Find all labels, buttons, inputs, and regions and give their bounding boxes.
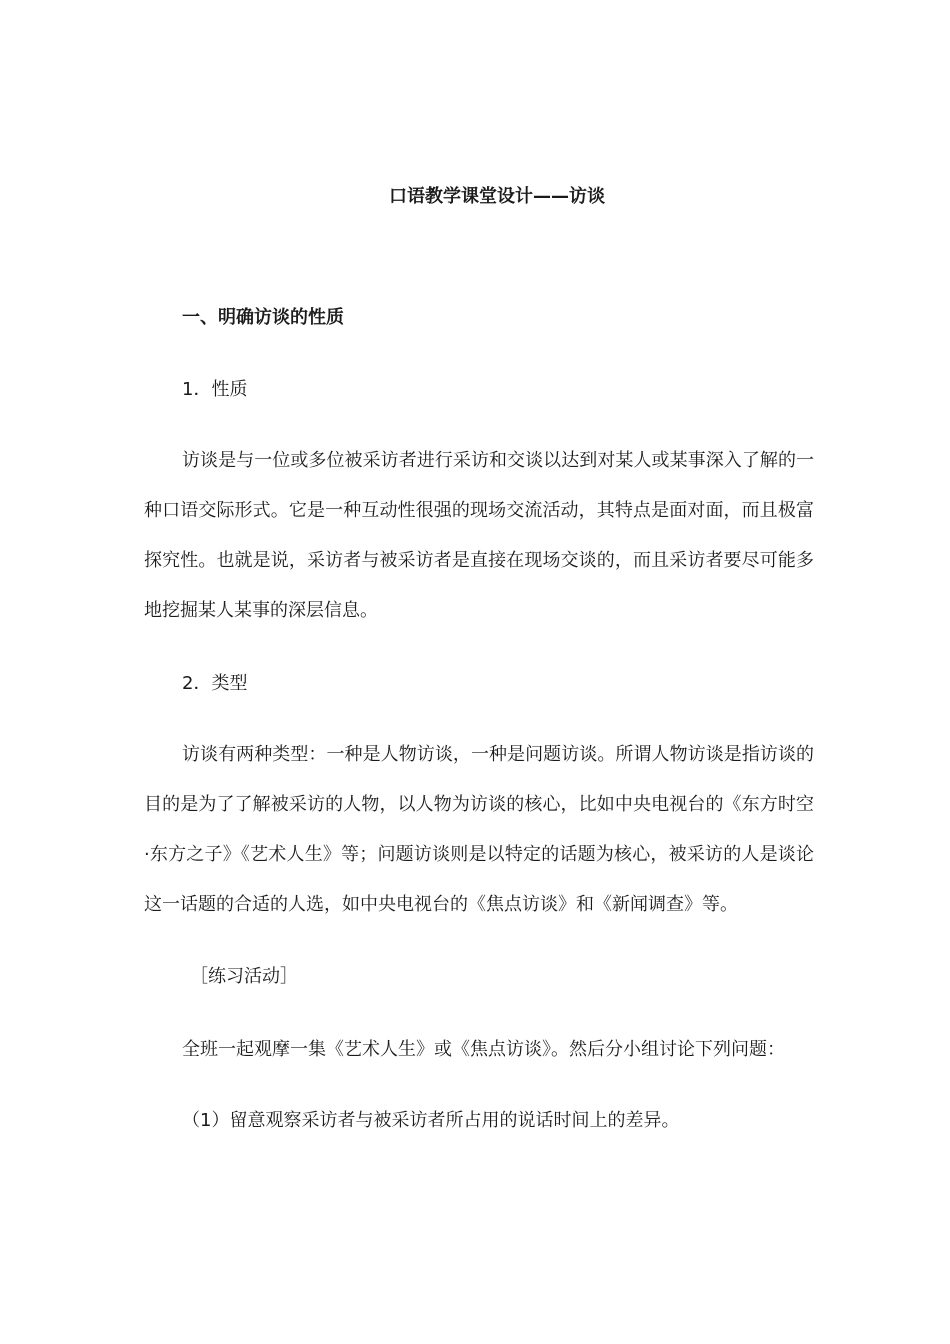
- subheading-nature: 1．性质: [182, 379, 248, 400]
- paragraph-types: 访谈有两种类型：一种是人物访谈，一种是问题访谈。所谓人物访谈是指访谈的目的是为了了解被采访的人物，以人物为访谈的核心，比如中央电视台的《东方时空·东方之子》《艺术人生》等；问题访谈则是以特定的话题为核心，被采访的人是谈论这一话题的合适的人选，如中央电视台的《焦点访谈》和《新闻调查》等。: [144, 744, 814, 915]
- paragraph-nature: 访谈是与一位或多位被采访者进行采访和交谈以达到对某人或某事深入了解的一种口语交际形式。它是一种互动性很强的现场交流活动，其特点是面对面，而且极富探究性。也就是说，采访者与被采访者是直接在现场交谈的，而且采访者要尽可能多地挖掘某人某事的深层信息。: [144, 450, 814, 621]
- activity-question-1: （1）留意观察采访者与被采访者所占用的说话时间上的差异。: [182, 1110, 680, 1131]
- activity-intro: 全班一起观摩一集《艺术人生》或《焦点访谈》。然后分小组讨论下列问题：: [182, 1039, 785, 1060]
- document-title: 口语教学课堂设计——访谈: [389, 186, 605, 207]
- section-heading-nature: 一、明确访谈的性质: [182, 307, 344, 328]
- subheading-types: 2．类型: [182, 673, 248, 694]
- activity-heading: ［练习活动］: [190, 966, 298, 987]
